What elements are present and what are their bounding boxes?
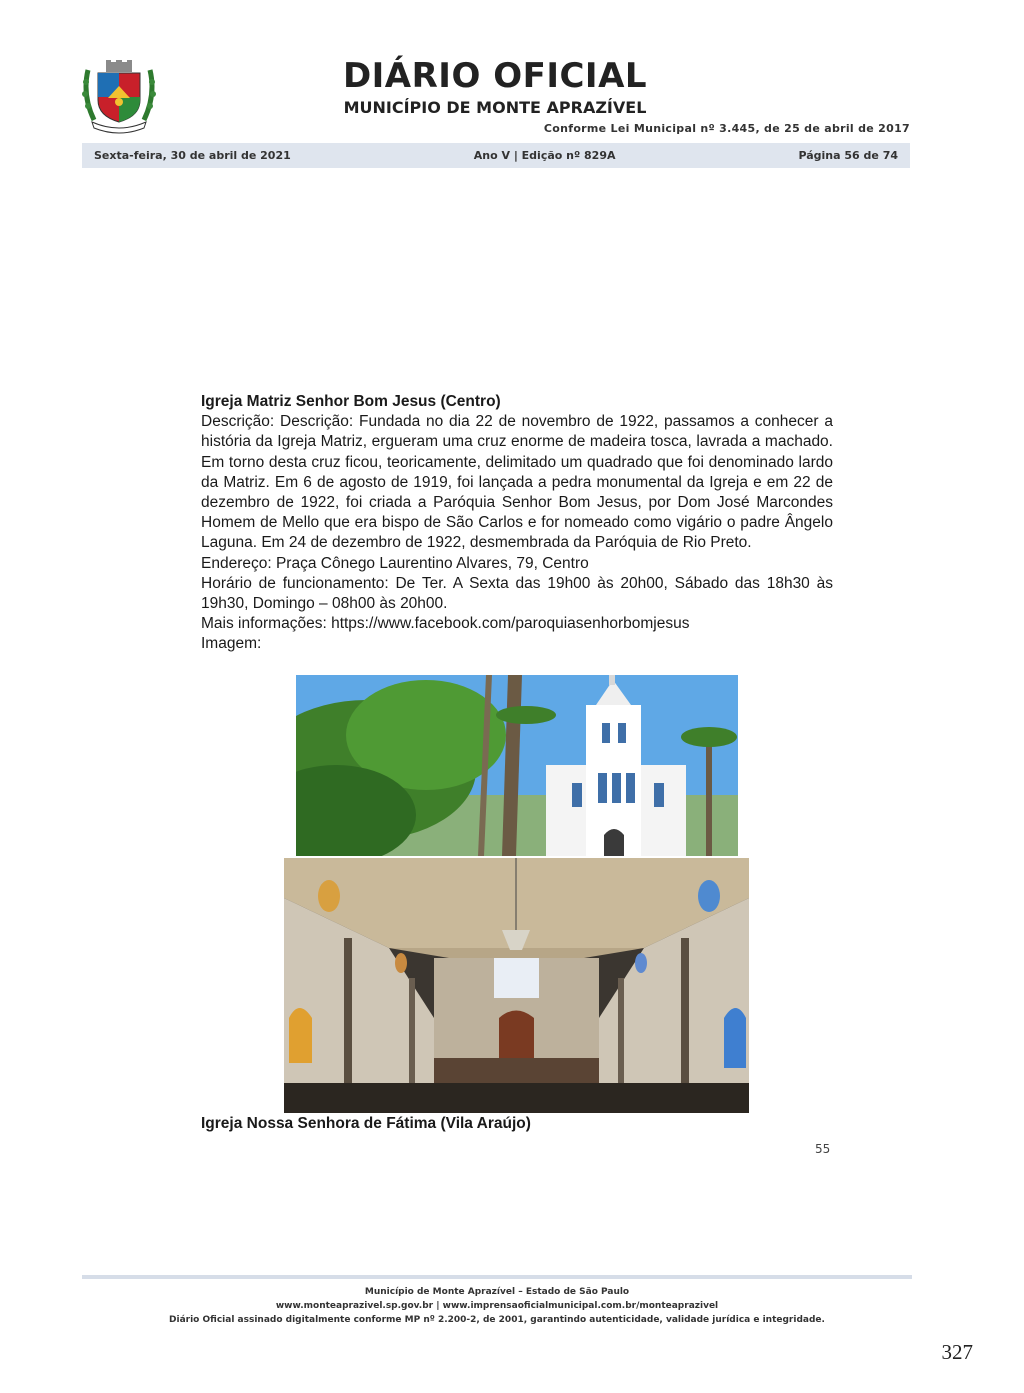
municipal-coat-of-arms-icon: [80, 60, 158, 134]
local-page-number: 55: [815, 1142, 831, 1156]
page-indicator: Página 56 de 74: [798, 149, 898, 162]
article-address: Endereço: Praça Cônego Laurentino Alvares, 79, Centro: [201, 554, 589, 572]
church-exterior-photo: [296, 675, 738, 856]
article-more-info: Mais informações: https://www.facebook.com/paroquiasenhorbomjesus: [201, 615, 690, 633]
footer-municipality: Município de Monte Aprazível – Estado de São Paulo: [364, 1287, 630, 1297]
footer-divider: [82, 1275, 912, 1279]
article-description: Descrição: Descrição: Fundada no dia 22 de novembro de 1922, passamos a conhecer a história da Igreja Matriz, ergueram uma cruz enorme de madeira tosca, lavrada a machado. Em torno desta cruz ficou, teoricamente, delimitado um quadrado que foi denominado lardo da Matriz. Em 6 de agosto de 1919, foi lançada a pedra monumental da Igreja e em 22 de dezembro de 1922, foi criada a Paróquia Senhor Bom Jesus, por Dom José Marcondes Homem de Mello que era bispo de São Carlos e for nomeado como vigário o padre Ângelo Laguna. Em 24 de dezembro de 1922, desmembrada da Paróquia de Rio Preto.: [201, 413, 833, 552]
document-stamp-number: 327: [941, 1340, 973, 1364]
footer-signature-notice: Diário Oficial assinado digitalmente conforme MP nº 2.200-2, de 2001, garantindo autenticidade, validade jurídica e integridade.: [169, 1315, 825, 1325]
next-section-heading: Igreja Nossa Senhora de Fátima (Vila Araújo): [201, 1115, 531, 1132]
publication-title: DIÁRIO OFICIAL: [342, 56, 648, 96]
article-heading: Igreja Matriz Senhor Bom Jesus (Centro): [201, 393, 501, 410]
municipality-name: MUNICÍPIO DE MONTE APRAZÍVEL: [343, 98, 647, 117]
church-interior-photo: [284, 858, 749, 1113]
article-hours: Horário de funcionamento: De Ter. A Sexta das 19h00 às 20h00, Sábado das 18h30 às 19h30, Domingo – 08h00 às 20h00.: [201, 574, 833, 613]
image-label: Imagem:: [201, 635, 262, 653]
publication-date: Sexta-feira, 30 de abril de 2021: [94, 149, 291, 162]
footer: [82, 1285, 912, 1327]
law-reference: Conforme Lei Municipal nº 3.445, de 25 de abril de 2017: [543, 122, 910, 135]
edition-number: Ano V | Edição nº 829A: [473, 149, 616, 162]
article-body: [201, 392, 833, 655]
footer-websites: www.monteaprazivel.sp.gov.br | www.imprensaoficialmunicipal.com.br/monteaprazivel: [275, 1301, 719, 1311]
edition-info-bar: [82, 143, 910, 168]
